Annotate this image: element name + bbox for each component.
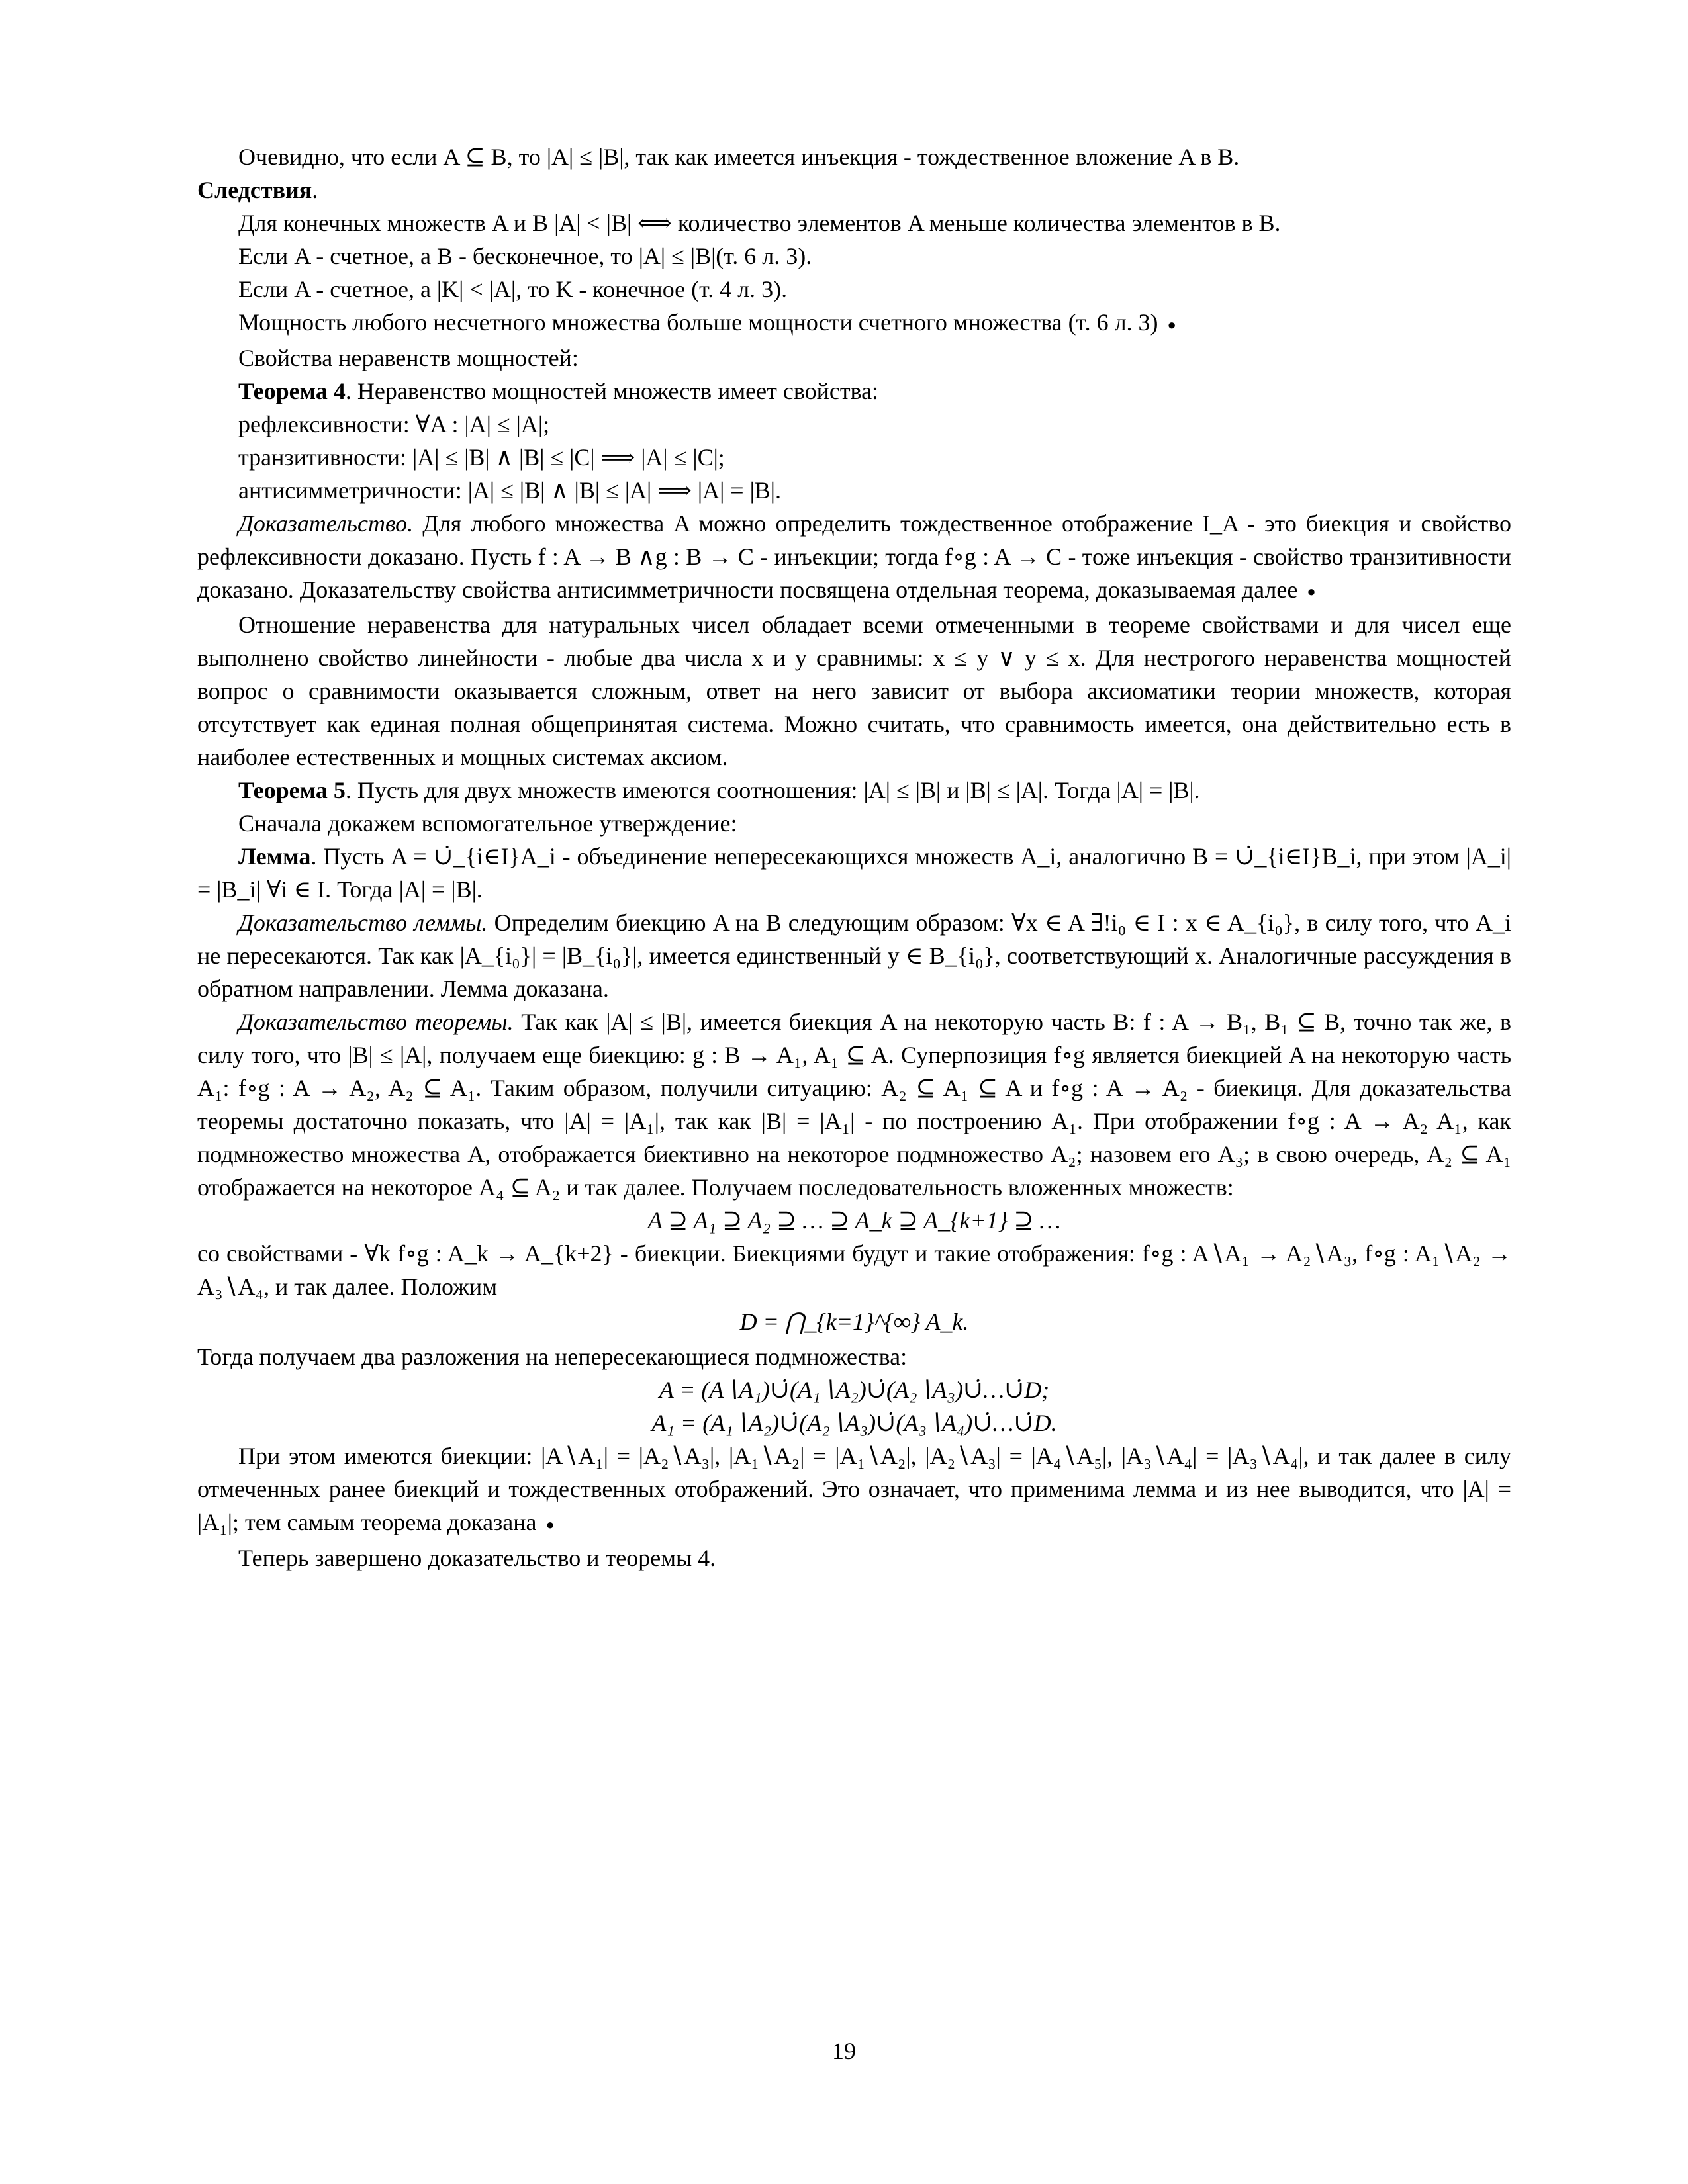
theorem-text: . Неравенство мощностей множеств имеет свойства: (345, 377, 879, 404)
paragraph (197, 240, 1511, 273)
theorem-title: Теорема 4 (238, 377, 346, 404)
equation-D: D = ⋂_{k=1}^{∞} A_k. (739, 1308, 969, 1336)
paragraph (197, 1340, 1511, 1373)
text-line: антисимметричности: |A| ≤ |B| ∧ |B| ≤ |A| ⟹ |A| = |B|. (238, 477, 782, 504)
end-of-proof-bullet: ● (1167, 316, 1176, 333)
proof-label: Доказательство леммы. (238, 909, 488, 936)
text-line: Для конечных множеств A и B |A| < |B| ⟺ количество элементов A меньше количества элементов в B. (238, 210, 1281, 236)
proof-lemma (197, 906, 1511, 1005)
property-antisymmetry (197, 474, 1511, 507)
equation-chain: A ⊇ A₁ ⊇ A₂ ⊇ … ⊇ A_k ⊇ A_{k+1} ⊇ … (647, 1207, 1061, 1234)
lemma (197, 840, 1511, 906)
paragraph (197, 173, 1511, 206)
paragraph (197, 1541, 1511, 1574)
equation-decomposition-A1: A₁ = (A₁∖A₂)∪̇(A₂∖A₃)∪̇(A₃∖A₄)∪̇…∪̇D. (651, 1410, 1057, 1437)
theorem-5 (197, 774, 1511, 807)
paragraph (197, 341, 1511, 375)
paragraph (197, 306, 1511, 341)
paragraph-comparability (197, 608, 1511, 774)
document-body (197, 140, 1511, 1574)
text-line: Теперь завершено доказательство и теоремы 4. (238, 1545, 716, 1572)
text-line: рефлексивности: ∀A : |A| ≤ |A|; (238, 410, 550, 437)
text-line: Мощность любого несчетного множества больше мощности счетного множества (т. 6 л. 3) (238, 309, 1158, 336)
proof-theorem-4 (197, 507, 1511, 609)
proof-label: Доказательство теоремы. (238, 1009, 514, 1036)
paragraph (197, 807, 1511, 840)
theorem-text: . Пусть для двух множеств имеются соотношения: |A| ≤ |B| и |B| ≤ |A|. Тогда |A| = |B|. (345, 777, 1200, 804)
paragraph (197, 206, 1511, 240)
lemma-title: Лемма (238, 843, 311, 870)
text-punct: . (312, 177, 318, 203)
text-paragraph: со свойствами - ∀k f∘g : A_k → A_{k+2} - биекции. Биекциями будут и такие отображения: f∘g : A∖A₁ → A₂∖A₃, f∘g : A₁∖A₂ → A₃∖A₄, и так далее. Положим (197, 1240, 1511, 1300)
proof-text: Так как |A| ≤ |B|, имеется биекция A на некоторую часть B: f : A → B₁, B₁ ⊆ B, точно так же, в силу того, что |B| ≤ |A|, получаем еще биекцию: g : B → A₁, A₁ ⊆ A. Суперпозиция f∘g является биекцией A на некоторую часть A₁: f∘g : A → A₂, A₂ ⊆ A₁. Таким образом, получили ситуацию: A₂ ⊆ A₁ ⊆ A и f∘g : A → A₂ - биекиця. Для доказательства теоремы достаточно показать, что |A| = |A₁|, так как |B| = |A₁| - по построению A₁. При отображении f∘g : A → A₂ A₁, как подмножество множества A, отображается биективно на некоторое подмножество A₂; назовем его A₃; в свою очередь, A₂ ⊆ A₁ отображается на некоторое A₄ ⊆ A₂ и так далее. Получаем последовательность вложенных множеств: (197, 1009, 1512, 1201)
proof-text: Определим биекцию A на B следующим образом: ∀x ∈ A ∃!i₀ ∈ I : x ∈ A_{i₀}, в силу того, что A_i не пересекаются. Так как |A_{i₀}| = |B_{i₀}|, имеется единственный y ∈ B_{i₀}, соответствующий x. Аналогичные рассуждения в обратном направлении. Лемма доказана. (197, 909, 1511, 1003)
proof-label: Доказательство. (238, 510, 414, 537)
equation-decomposition-A: A = (A∖A₁)∪̇(A₁∖A₂)∪̇(A₂∖A₃)∪̇…∪̇D; (659, 1377, 1050, 1404)
theorem-4 (197, 375, 1511, 408)
page-number: 19 (832, 2038, 856, 2064)
property-reflexivity (197, 408, 1511, 441)
text-line: Если A - счетное, а B - бесконечное, то |A| ≤ |B|(т. 6 л. 3). (238, 243, 812, 269)
text-line: Тогда получаем два разложения на непересекающиеся подмножества: (197, 1343, 908, 1371)
proof-text: Для любого множества A можно определить тождественное отображение I_A - это биекция и свойство рефлексивности доказано. Пусть f : A → B ∧g : B → C - инъекции; тогда f∘g : A → C - тоже инъекция - свойство транзитивности доказано. Доказательству свойства антисимметричности посвящена отдельная теорема, доказываемая далее (197, 510, 1511, 603)
proof-theorem-5 (197, 1005, 1511, 1204)
lemma-text: . Пусть A = ∪̇_{i∈I}A_i - объединение непересекающихся множеств A_i, аналогично B = ∪̇_{i∈I}B_i, при этом |A_i| = |B_i| ∀i ∈ I. Тогда |A| = |B|. (197, 843, 1511, 903)
text-line: Свойства неравенств мощностей: (238, 344, 579, 371)
end-of-proof-bullet: ● (545, 1516, 555, 1533)
paragraph (197, 1237, 1511, 1303)
paragraph-final (197, 1439, 1511, 1541)
theorem-title: Теорема 5 (238, 777, 346, 804)
end-of-proof-bullet: ● (1307, 583, 1316, 600)
text-line: Если A - счетное, а |K| < |A|, то K - конечное (т. 4 л. 3). (238, 276, 788, 302)
paragraph (197, 273, 1511, 306)
text-line: Сначала докажем вспомогательное утверждение: (238, 810, 737, 837)
property-transitivity (197, 441, 1511, 474)
text-paragraph: При этом имеются биекции: |A∖A₁| = |A₂∖A₃|, |A₁∖A₂| = |A₁∖A₂|, |A₂∖A₃| = |A₄∖A₅|, |A₃∖A₄| = |A₃∖A₄|, и так далее в силу отмеченных ранее биекций и тождественных отображений. Это означает, что применима лемма и из нее выводится, что |A| = |A₁|; тем самым теорема доказана (197, 1443, 1511, 1536)
heading-corollaries: Следствия (197, 177, 312, 203)
paragraph (197, 140, 1511, 173)
text-line: транзитивности: |A| ≤ |B| ∧ |B| ≤ |C| ⟹ |A| ≤ |C|; (238, 443, 725, 471)
text-paragraph: Отношение неравенства для натуральных чисел обладает всеми отмеченными в теореме свойствами и для чисел еще выполнено свойство линейности - любые два числа x и y сравнимы: x ≤ y ∨ y ≤ x. Для нестрогого неравенства мощностей вопрос о сравнимости оказывается сложным, ответ на него зависит от выбора аксиоматики теории множеств, которая отсутствует как единая полная общепринятая система. Можно считать, что сравнимость имеется, она действительно есть в наиболее естественных и мощных системах аксиом. (197, 612, 1511, 771)
text-line: Очевидно, что если A ⊆ B, то |A| ≤ |B|, так как имеется инъекция - тождественное вложение A в B. (238, 144, 1240, 170)
